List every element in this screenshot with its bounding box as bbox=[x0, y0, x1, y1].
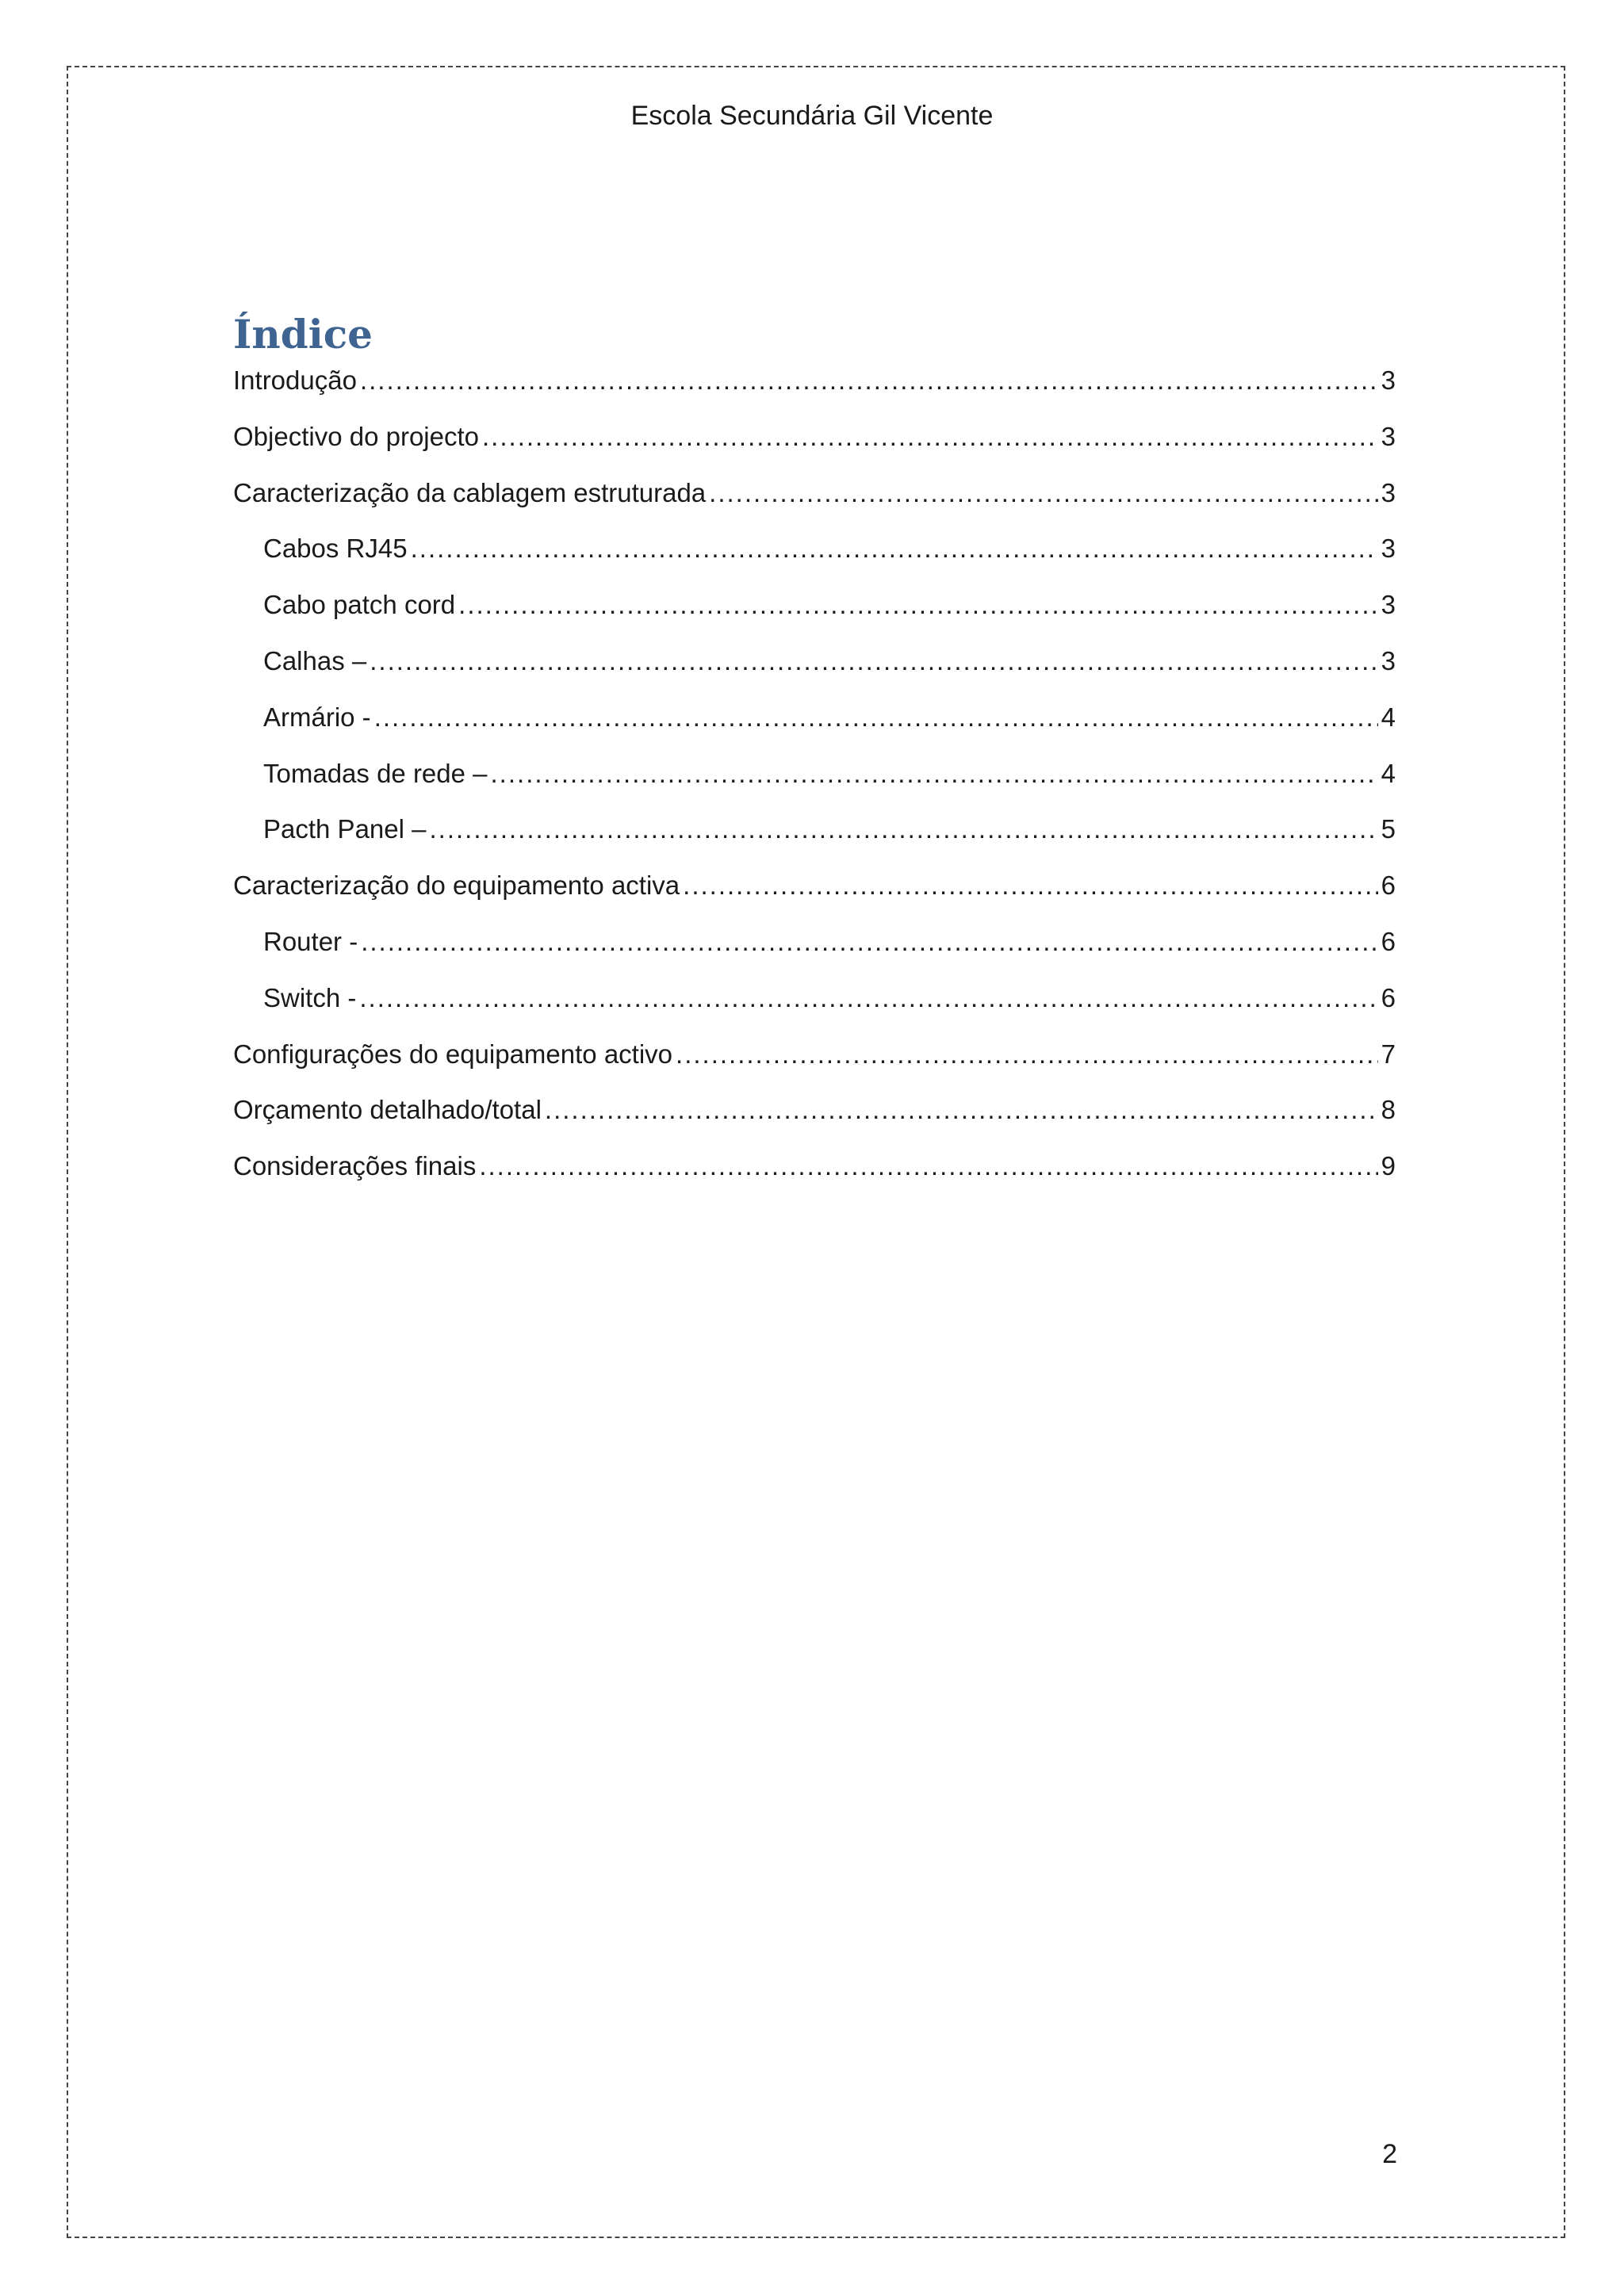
toc-entry-router[interactable] bbox=[233, 922, 1396, 978]
toc-entry-page: 3 bbox=[1381, 645, 1396, 675]
toc-entry-cablagem[interactable] bbox=[233, 473, 1396, 530]
toc-entry-label: Tomadas de rede – bbox=[263, 758, 488, 788]
toc-entry-label: Cabo patch cord bbox=[263, 590, 456, 620]
toc-entry-label: Cabos RJ45 bbox=[263, 534, 408, 564]
toc-entry-orcamento[interactable] bbox=[233, 1090, 1396, 1146]
toc-entry-introducao[interactable] bbox=[233, 361, 1396, 417]
toc-entry-page: 7 bbox=[1381, 1039, 1396, 1069]
toc-entry-label: Caracterização da cablagem estruturada bbox=[233, 477, 707, 507]
toc-entry-tomadas[interactable] bbox=[233, 754, 1396, 810]
toc-entry-label: Considerações finais bbox=[233, 1151, 477, 1181]
dot-leader bbox=[482, 417, 1378, 457]
toc-entry-page: 3 bbox=[1381, 365, 1396, 395]
dot-leader bbox=[676, 1035, 1378, 1074]
toc-entry-page: 3 bbox=[1381, 590, 1396, 620]
toc-entry-page: 6 bbox=[1381, 926, 1396, 956]
toc-entry-label: Configurações do equipamento activo bbox=[233, 1039, 673, 1069]
toc-entry-label: Armário - bbox=[263, 702, 371, 732]
toc-entry-page: 3 bbox=[1381, 421, 1396, 451]
toc-entry-page: 9 bbox=[1381, 1151, 1396, 1181]
toc-entry-page: 4 bbox=[1381, 758, 1396, 788]
toc-entry-label: Pacth Panel – bbox=[263, 814, 427, 844]
toc-entry-patch-cord[interactable] bbox=[233, 585, 1396, 641]
toc-entry-calhas[interactable] bbox=[233, 641, 1396, 698]
toc-entry-label: Router - bbox=[263, 926, 358, 956]
toc-entry-configuracoes[interactable] bbox=[233, 1035, 1396, 1091]
toc-entry-page: 3 bbox=[1381, 534, 1396, 564]
toc-entry-patch-panel[interactable] bbox=[233, 809, 1396, 866]
toc-entry-page: 3 bbox=[1381, 477, 1396, 507]
dot-leader bbox=[359, 978, 1377, 1018]
toc-entry-label: Calhas – bbox=[263, 645, 367, 675]
dot-leader bbox=[458, 585, 1377, 625]
table-of-contents bbox=[233, 361, 1396, 1203]
dot-leader bbox=[479, 1146, 1377, 1186]
page-number: 2 bbox=[1382, 2139, 1397, 2169]
dot-leader bbox=[374, 698, 1378, 737]
toc-entry-armario[interactable] bbox=[233, 698, 1396, 754]
toc-entry-cabos-rj45[interactable] bbox=[233, 529, 1396, 585]
toc-entry-objectivo[interactable] bbox=[233, 417, 1396, 473]
dot-leader bbox=[545, 1090, 1378, 1130]
dot-leader bbox=[361, 922, 1377, 962]
toc-entry-page: 8 bbox=[1381, 1095, 1396, 1125]
toc-title: Índice bbox=[233, 311, 373, 358]
dot-leader bbox=[709, 473, 1377, 513]
toc-entry-label: Switch - bbox=[263, 982, 357, 1012]
toc-entry-equipamento-activa[interactable] bbox=[233, 866, 1396, 922]
dot-leader bbox=[360, 361, 1378, 400]
toc-entry-page: 4 bbox=[1381, 702, 1396, 732]
toc-entry-page: 6 bbox=[1381, 982, 1396, 1012]
toc-entry-label: Introdução bbox=[233, 365, 357, 395]
dot-leader bbox=[429, 809, 1377, 849]
toc-entry-label: Objectivo do projecto bbox=[233, 421, 480, 451]
dot-leader bbox=[370, 641, 1377, 681]
dot-leader bbox=[683, 866, 1377, 905]
toc-entry-switch[interactable] bbox=[233, 978, 1396, 1035]
page-header: Escola Secundária Gil Vicente bbox=[630, 101, 994, 131]
toc-entry-label: Orçamento detalhado/total bbox=[233, 1095, 542, 1125]
toc-entry-consideracoes[interactable] bbox=[233, 1146, 1396, 1203]
toc-entry-page: 5 bbox=[1381, 814, 1396, 844]
toc-entry-label: Caracterização do equipamento activa bbox=[233, 871, 680, 901]
dot-leader bbox=[491, 754, 1378, 794]
toc-entry-page: 6 bbox=[1381, 871, 1396, 901]
dot-leader bbox=[411, 529, 1378, 568]
